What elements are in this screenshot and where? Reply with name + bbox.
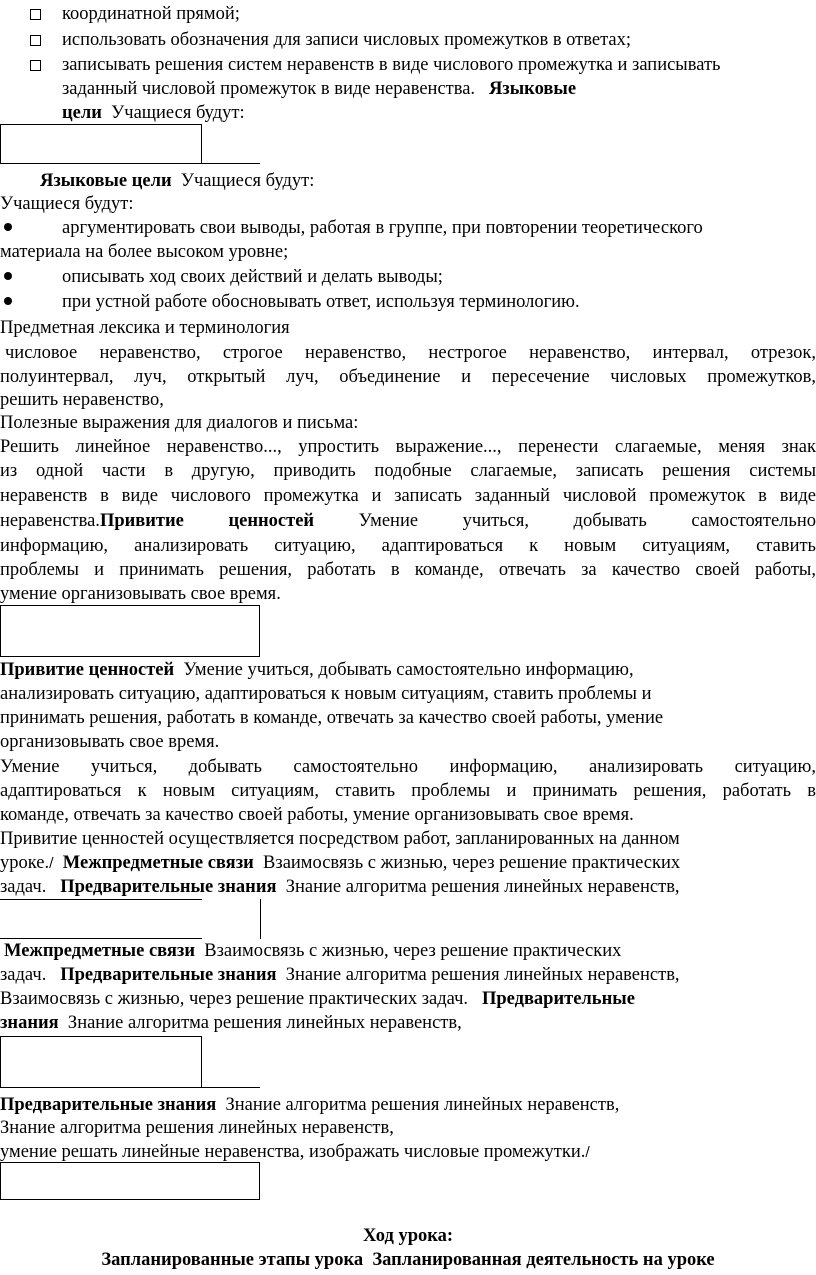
section-heading: Полезные выражения для диалогов и письма:: [0, 413, 359, 433]
paragraph-line: из одной части в другую, приводить подобные слагаемые, записать решения системы: [0, 461, 816, 481]
square-bullet-icon: [30, 9, 41, 20]
bullet-icon: [4, 223, 12, 231]
students-will-label: Учащиеся будут:: [0, 194, 134, 214]
table-divider: [0, 899, 202, 900]
table-fragment: [0, 1036, 202, 1088]
table-divider: [0, 163, 260, 164]
lesson-flow-heading: Ход урока:: [362, 1226, 454, 1246]
paragraph-line: неравенства.Привитие ценностей Умение учиться, добывать самостоятельно: [0, 511, 816, 531]
paragraph-line: знания Знание алгоритма решения линейных неравенств,: [0, 1013, 462, 1033]
list-item: при устной работе обосновывать ответ, используя терминологию.: [62, 292, 580, 312]
paragraph-line: информацию, анализировать ситуацию, адаптироваться к новым ситуациям, ставить: [0, 536, 816, 556]
table-fragment: [0, 1162, 260, 1200]
section-heading: Предметная лексика и терминология: [0, 318, 290, 338]
table-divider: [260, 899, 261, 939]
table-divider: [201, 124, 202, 164]
table-header-line: Запланированные этапы урока Запланированная деятельность на уроке: [101, 1250, 715, 1270]
table-fragment: [0, 605, 260, 657]
paragraph-line: анализировать ситуацию, адаптироваться к новым ситуациям, ставить проблемы и: [0, 684, 652, 704]
paragraph-line: Взаимосвязь с жизнью, через решение практических задач. Предварительные: [0, 989, 635, 1009]
list-item: использовать обозначения для записи числовых промежутков в ответах;: [62, 30, 632, 50]
paragraph-line: Знание алгоритма решения линейных неравенств,: [0, 1118, 394, 1138]
paragraph-line: принимать решения, работать в команде, отвечать за качество своей работы, умение: [0, 708, 664, 728]
table-divider: [0, 1087, 260, 1088]
bullet-icon: [4, 297, 12, 305]
prior-heading: Предварительные знания Знание алгоритма решения линейных неравенств,: [0, 1095, 620, 1115]
table-fragment: [0, 124, 202, 164]
lang-goals-heading: Языковые цели Учащиеся будут:: [40, 171, 315, 191]
list-item-continuation: заданный числовой промежуток в виде неравенства. Языковые: [62, 79, 577, 99]
lang-goals-line: цели Учащиеся будут:: [62, 103, 245, 123]
list-item-continuation: материала на более высоком уровне;: [0, 242, 289, 262]
table-divider: [0, 938, 202, 939]
list-item: аргументировать свои выводы, работая в группе, при повторении теоретического: [62, 218, 703, 238]
paragraph-line: решить неравенство,: [0, 390, 164, 410]
paragraph-line: умение решать линейные неравенства, изображать числовые промежутки./: [0, 1142, 590, 1162]
paragraph-line: организовывать свое время.: [0, 732, 220, 752]
paragraph-line: числовое неравенство, строгое неравенство, нестрогое неравенство, интервал, отрезок,: [5, 343, 816, 363]
paragraph-line: неравенств в виде числового промежутка и записать заданный числовой промежуток в виде: [0, 486, 816, 506]
square-bullet-icon: [30, 35, 41, 46]
paragraph-line: проблемы и принимать решения, работать в команде, отвечать за качество своей работы,: [0, 560, 816, 580]
paragraph-line: Решить линейное неравенство..., упростить выражение..., перенести слагаемые, меняя знак: [0, 437, 816, 457]
list-item: координатной прямой;: [62, 4, 240, 24]
paragraph-line: Привитие ценностей осуществляется посредством работ, запланированных на данном: [0, 829, 680, 849]
values-heading: Привитие ценностей Умение учиться, добывать самостоятельно информацию,: [0, 660, 634, 680]
square-bullet-icon: [30, 60, 41, 71]
list-item: описывать ход своих действий и делать выводы;: [62, 267, 443, 287]
paragraph-line: умение организовывать свое время.: [0, 584, 281, 604]
paragraph-line: полуинтервал, луч, открытый луч, объединение и пересечение числовых промежутков,: [0, 367, 816, 387]
list-item: записывать решения систем неравенств в виде числового промежутка и записывать: [62, 55, 721, 75]
bullet-icon: [4, 272, 12, 280]
paragraph-line: Умение учиться, добывать самостоятельно информацию, анализировать ситуацию,: [0, 757, 816, 777]
prior-line: задач. Предварительные знания Знание алгоритма решения линейных неравенств,: [0, 965, 680, 985]
paragraph-line: адаптироваться к новым ситуациям, ставить проблемы и принимать решения, работать в: [0, 781, 816, 801]
paragraph-line: команде, отвечать за качество своей работы, умение организовывать свое время.: [0, 805, 634, 825]
interdisc-line: уроке./ Межпредметные связи Взаимосвязь с жизнью, через решение практических: [0, 853, 681, 873]
table-divider: [201, 1036, 202, 1088]
prior-line: задач. Предварительные знания Знание алгоритма решения линейных неравенств,: [0, 877, 680, 897]
interdisc-heading: Межпредметные связи Взаимосвязь с жизнью, через решение практических: [4, 941, 622, 961]
